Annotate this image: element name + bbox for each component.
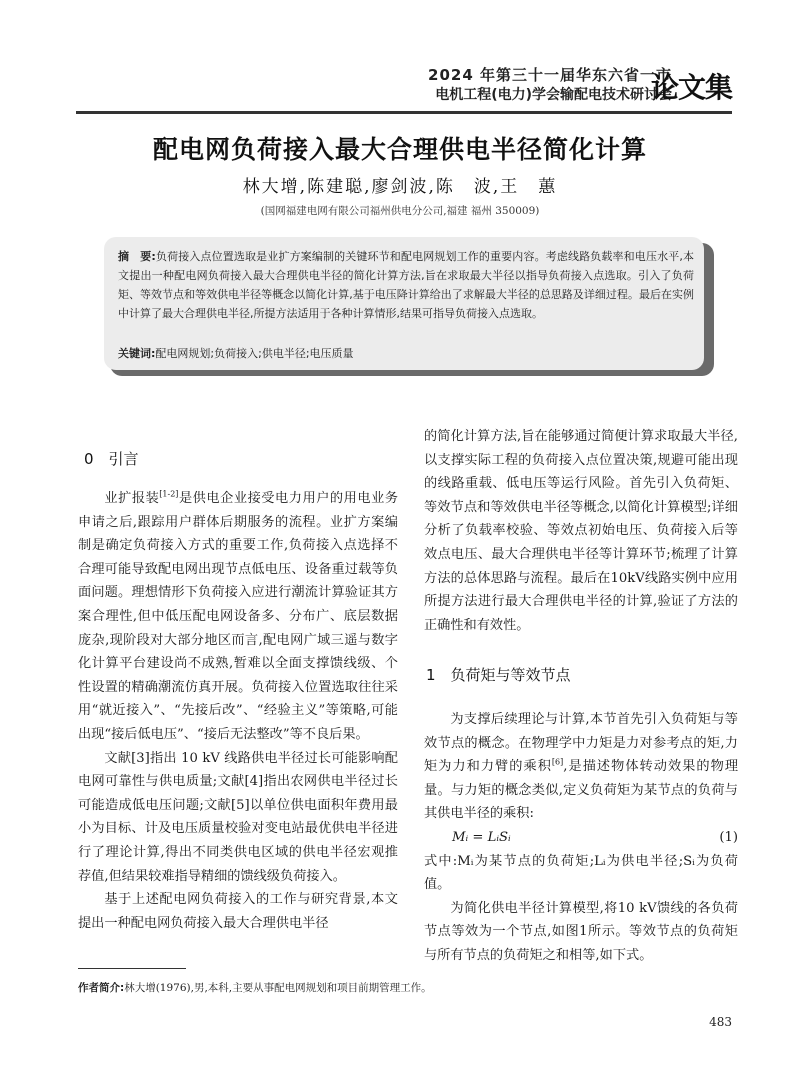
abstract-label: 摘 要: [118,250,156,263]
intro-paragraph-2: 文献[3]指出 10 kV 线路供电半径过长可能影响配电网可靠性与供电质量;文献[4]指出农网供电半径过长可能造成低电压问题;文献[5]以单位供电面积年费用最小为目标、计及电压质量校验对变电站最优供电半径进行了理论计算,得出不同类供电区域的供电半径宏观推荐值,但结果较难指导精细的馈线级负荷接入。 [78,750,398,884]
equation-formula: Mᵢ = LᵢSᵢ [452,829,511,845]
footnote-label: 作者简介: [78,982,125,994]
section-heading-intro: 0 引言 [84,450,139,468]
conference-title-line2: 电机工程(电力)学会输配电技术研讨会 [435,87,672,103]
section-heading-load-moment: 1 负荷矩与等效节点 [426,666,571,684]
section1-p1-rest: ,是描述物体转动效果的物理量。与力矩的概念类似,定义负荷矩为某节点的负荷与其供电半径的乘积: [424,759,739,822]
equation-number: (1) [719,829,738,845]
keywords-text: 配电网规划;负荷接入;供电半径;电压质量 [155,347,354,360]
section1-body [424,708,738,968]
citation-ref: [1-2] [159,489,179,499]
footnote-rule [78,968,186,969]
proceedings-label: 论文集 [650,71,732,104]
paper-affiliation: (国网福建电网有限公司福州供电分公司,福建 福州 350009) [260,205,540,217]
page-number: 483 [709,1015,732,1029]
intro-paragraph-3: 基于上述配电网负荷接入的工作与研究背景,本文提出一种配电网负荷接入最大合理供电半径 [78,892,398,931]
section1-paragraph-2: 为简化供电半径计算模型,将10 kV馈线的各负荷节点等效为一个节点,如图1所示。等效节点的负荷矩与所有节点的负荷矩之和相等,如下式。 [424,900,738,963]
keywords [118,345,354,361]
section1-paragraph-1 [424,708,738,826]
equation-where: 式中:Mᵢ为某节点的负荷矩;Lᵢ为供电半径;Sᵢ为负荷值。 [424,853,738,893]
abstract [118,247,694,323]
intro-p1-start: 业扩报装 [104,491,160,506]
equation-1 [424,826,738,850]
left-column [78,487,398,935]
paper-title: 配电网负荷接入最大合理供电半径简化计算 [152,135,647,164]
paper-authors: 林大增,陈建聪,廖剑波,陈 波,王 蕙 [242,177,558,197]
conference-title-line1: 2024 年第三十一届华东六省一市 [428,66,672,84]
author-footnote [78,980,432,995]
intro-paragraph-1 [78,487,398,747]
keywords-label: 关键词: [118,347,156,360]
section1-p1-start: 为支撑后续理论与计算,本节首先引入负荷矩与等效节点的概念。在物理学中力矩是力对参考点的矩,力矩为力和力臂的乘积 [424,712,738,775]
abstract-text: 负荷接入点位置选取是业扩方案编制的关键环节和配电网规划工作的重要内容。考虑线路负载率和电压水平,本文提出一种配电网负荷接入最大合理供电半径的简化计算方法,旨在求取最大半径以指导负荷接入点选取。引入了负荷矩、等效节点和等效供电半径等概念以简化计算,基于电压降计算给出了求解最大半径的总思路及详细过程。最后在实例中计算了最大合理供电半径,所提方法适用于各种计算情形,结果可指导负荷接入点选取。 [118,250,694,320]
header-rule [76,111,732,114]
intro-continuation: 的简化计算方法,旨在能够通过简便计算求取最大半径,以支撑实际工程的负荷接入点位置决策,规避可能出现的线路重载、低电压等运行风险。首先引入负荷矩、等效节点和等效供电半径等概念,以简化计算模型;详细分析了负载率校验、等效点初始电压、负荷接入后等效点电压、最大合理供电半径等计算环节;梳理了计算方法的总体思路与流程。最后在10kV线路实例中应用所提方法进行最大合理供电半径的计算,验证了方法的正确性和有效性。 [424,429,738,633]
citation-ref: [6] [551,757,564,767]
right-column [424,425,738,637]
intro-p1-rest: 是供电企业接受电力用户的用电业务申请之后,跟踪用户群体后期服务的流程。业扩方案编制是确定负荷接入方式的重要工作,负荷接入点选择不合理可能导致配电网出现节点低电压、设备重过载等负面问题。理想情形下负荷接入应进行潮流计算验证其方案合理性,但中低压配电网设备多、分布广、底层数据庞杂,现阶段对大部分地区而言,配电网广域三遥与数字化计算平台建设尚不成熟,暂难以全面支撑馈线级、个性设置的精确潮流仿真开展。负荷接入位置选取往往采用“就近接入”、“先接后改”、“经验主义”等策略,可能出现“接后低电压”、“接后无法整改”等不良后果。 [78,491,399,742]
footnote-text: 林大增(1976),男,本科,主要从事配电网规划和项目前期管理工作。 [124,982,432,994]
